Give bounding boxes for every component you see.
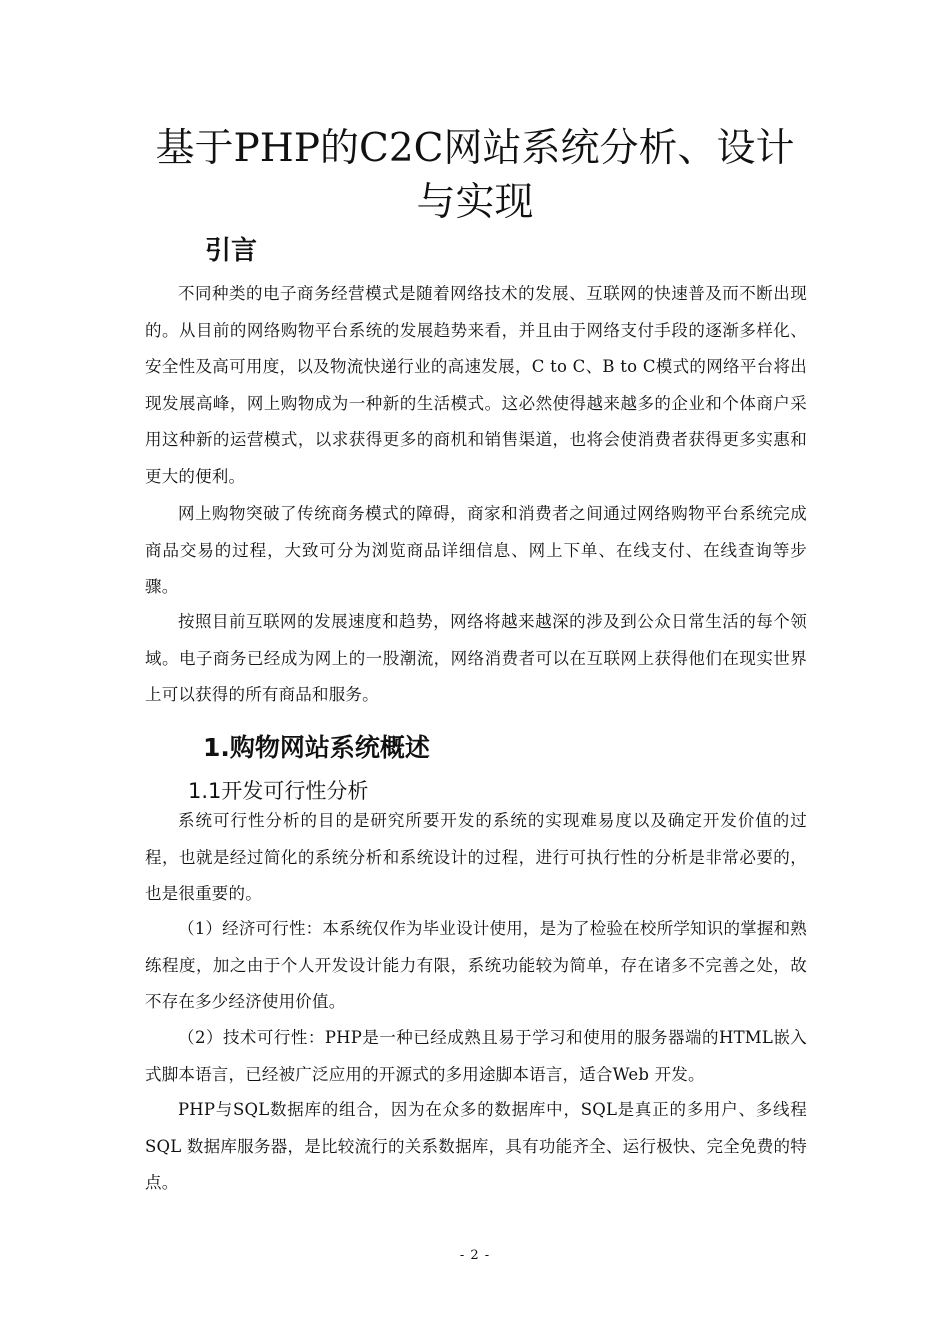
php-sql-paragraph: PHP与SQL数据库的组合，因为在众多的数据库中，SQL是真正的多用户、多线程SQL 数据库服务器，是比较流行的关系数据库，具有功能齐全、运行极快、完全免费的特点。: [145, 1100, 807, 1192]
feasibility-paragraph: 系统可行性分析的目的是研究所要开发的系统的实现难易度以及确定开发价值的过程，也就是经过简化的系统分析和系统设计的过程，进行可执行性的分析是非常必要的，也是很重要的。: [145, 811, 807, 903]
section-1-heading: 1.购物网站系统概述: [203, 733, 430, 762]
technical-feasibility-paragraph: （2）技术可行性：PHP是一种已经成熟且易于学习和使用的服务器端的HTML嵌入式脚本语言，已经被广泛应用的开源式的多用途脚本语言，适合Web 开发。: [145, 1028, 807, 1084]
intro-paragraph-1: 不同种类的电子商务经营模式是随着网络技术的发展、互联网的快速普及而不断出现的。从目前的网络购物平台系统的发展趋势来看，并且由于网络支付手段的逐渐多样化、安全性及高可用度，以及物流快递行业的高速发展，C to C、B to C模式的网络平台将出现发展高峰，网上购物成为一种新的生活模式。这必然使得越来越多的企业和个体商户采用这种新的运营模式，以求获得更多的商机和销售渠道，也将会使消费者获得更多实惠和更大的便利。: [145, 284, 807, 486]
section-1-1-heading: 1.1开发可行性分析: [188, 779, 369, 803]
document-title: 基于PHP的C2C网站系统分析、设计与实现: [155, 126, 795, 225]
economic-feasibility-paragraph: （1）经济可行性：本系统仅作为毕业设计使用，是为了检验在校所学知识的掌握和熟练程度，加之由于个人开发设计能力有限，系统功能较为简单，存在诸多不完善之处，故不存在多少经济使用价值。: [145, 919, 807, 1011]
intro-paragraph-3: 按照目前互联网的发展速度和趋势，网络将越来越深的涉及到公众日常生活的每个领域。电子商务已经成为网上的一股潮流，网络消费者可以在互联网上获得他们在现实世界上可以获得的所有商品和服务。: [145, 612, 807, 704]
intro-heading: 引言: [205, 236, 258, 266]
page-number: - 2 -: [459, 1248, 491, 1263]
intro-paragraph-2: 网上购物突破了传统商务模式的障碍，商家和消费者之间通过网络购物平台系统完成商品交易的过程，大致可分为浏览商品详细信息、网上下单、在线支付、在线查询等步骤。: [145, 504, 807, 596]
